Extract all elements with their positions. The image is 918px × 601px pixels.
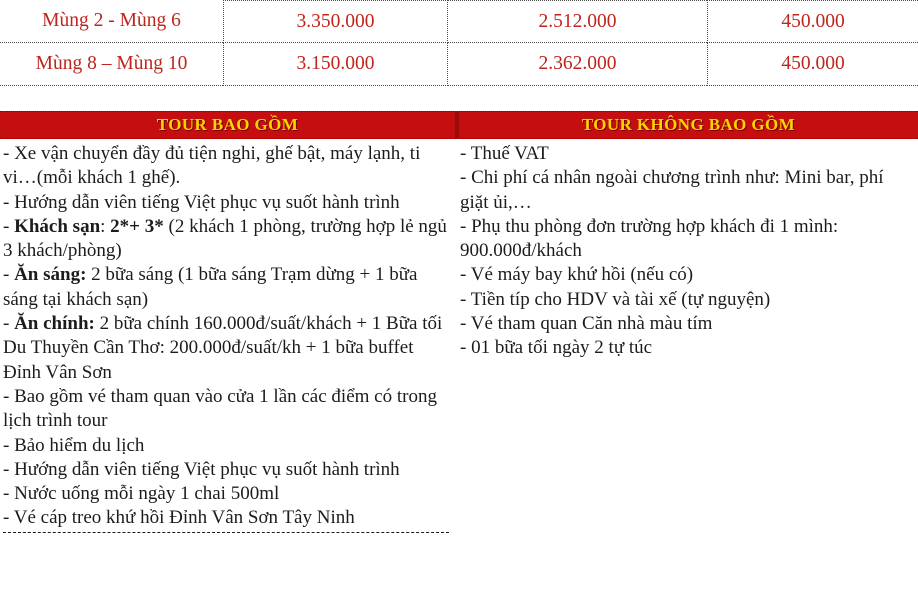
included-item: - Ăn chính: 2 bữa chính 160.000đ/suất/khách + 1 Bữa tối Du Thuyền Cần Thơ: 200.000đ/suất/kh + 1 bữa buffet Đỉnh Vân Sơn xyxy=(3,313,443,383)
excluded-item: - Vé tham quan Căn nhà màu tím xyxy=(460,313,713,335)
excluded-item: - Tiền típ cho HDV và tài xế (tự nguyện) xyxy=(460,288,771,310)
included-item: - Hướng dẫn viên tiếng Việt phục vụ suốt hành trình xyxy=(3,191,400,213)
included-item: - Bảo hiểm du lịch xyxy=(3,434,145,456)
price-value-cell: 3.350.000 xyxy=(223,0,448,43)
price-value-cell: 450.000 xyxy=(707,0,918,43)
included-item: - Xe vận chuyển đầy đủ tiện nghi, ghế bật, máy lạnh, ti vi…(mỗi khách 1 ghế). xyxy=(3,143,421,189)
price-row-label: Mùng 8 – Mùng 10 xyxy=(0,43,223,86)
excluded-item: - Chi phí cá nhân ngoài chương trình như: Mini bar, phí giặt ủi,… xyxy=(460,167,884,213)
included-item: - Khách sạn: 2*+ 3* (2 khách 1 phòng, trường hợp lẻ ngủ 3 khách/phòng) xyxy=(3,215,447,262)
excluded-item: - Vé máy bay khứ hồi (nếu có) xyxy=(460,264,694,286)
price-value-cell: 2.362.000 xyxy=(448,43,707,86)
included-list xyxy=(0,139,455,533)
excluded-item: - 01 bữa tối ngày 2 tự túc xyxy=(460,337,653,359)
excluded-list xyxy=(455,139,918,361)
excluded-item: - Phụ thu phòng đơn trường hợp khách đi 1 mình: 900.000đ/khách xyxy=(460,215,839,262)
price-value-cell: 2.512.000 xyxy=(448,0,707,43)
included-item: - Bao gồm vé tham quan vào cửa 1 lần các điểm có trong lịch trình tour xyxy=(3,385,437,432)
excluded-item: - Thuế VAT xyxy=(460,143,549,164)
price-value-cell: 3.150.000 xyxy=(223,43,448,86)
price-row-label: Mùng 2 - Mùng 6 xyxy=(0,0,223,43)
included-item: - Ăn sáng: 2 bữa sáng (1 bữa sáng Trạm dừng + 1 bữa sáng tại khách sạn) xyxy=(3,264,418,310)
price-value-cell: 450.000 xyxy=(707,43,918,86)
included-item: - Nước uống mỗi ngày 1 chai 500ml xyxy=(3,483,280,505)
tour-details xyxy=(0,139,918,533)
price-table xyxy=(0,0,918,86)
included-item: - Hướng dẫn viên tiếng Việt phục vụ suốt hành trình xyxy=(3,458,400,480)
section-header-bar xyxy=(0,111,918,139)
header-tour-included: TOUR BAO GỒM xyxy=(0,112,459,138)
header-tour-excluded: TOUR KHÔNG BAO GỒM xyxy=(581,115,796,134)
left-column-bottom-border xyxy=(3,532,449,533)
included-item: - Vé cáp treo khứ hồi Đỉnh Vân Sơn Tây Ninh xyxy=(3,507,355,529)
